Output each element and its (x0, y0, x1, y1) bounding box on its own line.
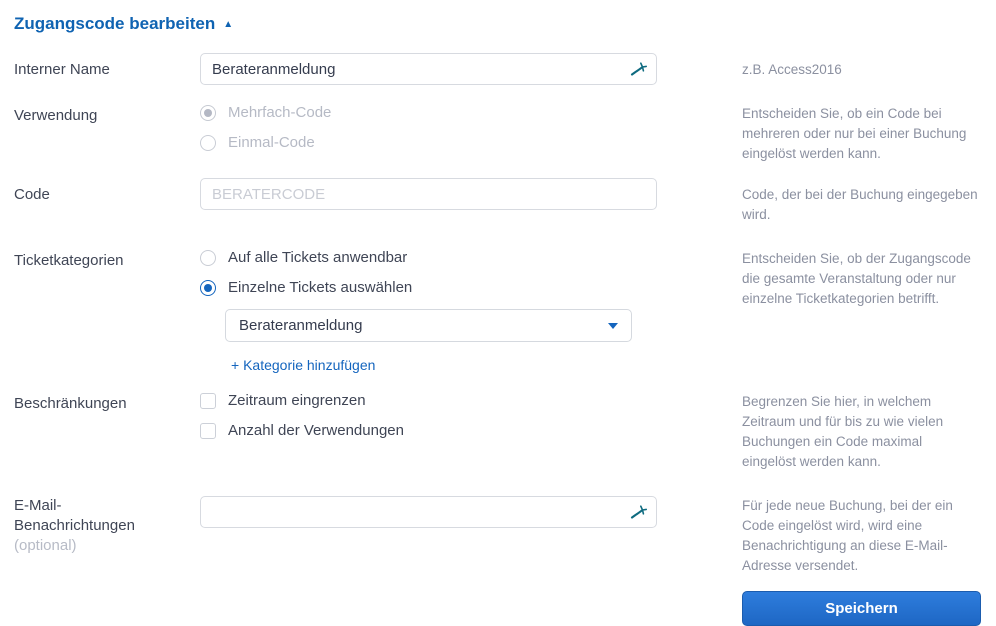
row-restrictions (14, 392, 981, 472)
radio-selected-disabled-icon (200, 105, 216, 121)
hint-email-notifications: Für jede neue Buchung, bei der ein Code eingelöst wird, wird eine Benachrichtigung an diese E-Mail-Adresse versendet. (742, 498, 953, 573)
dropdown-selected-value: Berateranmeldung (239, 317, 363, 334)
collapse-icon: ▲ (223, 19, 234, 30)
checkbox-option-label: Anzahl der Verwendungen (228, 422, 404, 439)
internal-name-input-wrap (200, 53, 657, 85)
hint-internal-name: z.B. Access2016 (742, 62, 842, 77)
page-title: Zugangscode bearbeiten (14, 14, 216, 33)
radio-unselected-icon (200, 250, 216, 266)
chevron-down-icon (608, 323, 618, 329)
hint-ticket-categories: Entscheiden Sie, ob der Zugangscode die gesamte Veranstaltung oder nur einzelne Ticketkategorien betrifft. (742, 251, 971, 306)
radio-option-label: Einzelne Tickets auswählen (228, 279, 413, 296)
internal-name-input[interactable] (200, 53, 657, 85)
radio-option-label: Mehrfach-Code (228, 104, 332, 121)
radio-option-select-tickets[interactable] (200, 279, 742, 296)
row-code (14, 178, 981, 225)
code-input-wrap (200, 178, 657, 210)
radio-unselected-disabled-icon (200, 135, 216, 151)
field-label-email-notifications (14, 496, 164, 556)
field-label-code: Code (14, 186, 50, 203)
autofill-extension-icon[interactable] (630, 504, 648, 520)
email-control (200, 496, 742, 528)
email-input-wrap (200, 496, 657, 528)
save-button[interactable]: Speichern (742, 591, 981, 626)
code-input[interactable] (200, 178, 657, 210)
checkbox-option-period[interactable] (200, 392, 742, 409)
email-hint-and-actions (742, 496, 981, 626)
field-label-usage: Verwendung (14, 107, 98, 124)
optional-note: (optional) (14, 537, 77, 554)
internal-name-control (200, 53, 742, 85)
radio-option-mehrfach-code (200, 104, 742, 121)
add-category-link[interactable]: + Kategorie hinzufügen (231, 357, 376, 373)
usage-control (200, 104, 742, 151)
restrictions-control (200, 392, 742, 439)
row-internal-name (14, 53, 981, 85)
row-usage (14, 104, 981, 164)
ticket-categories-control (200, 249, 742, 375)
checkbox-option-usage-count[interactable] (200, 422, 742, 439)
radio-option-all-tickets[interactable] (200, 249, 742, 266)
hint-code: Code, der bei der Buchung eingegeben wird. (742, 187, 978, 222)
field-label-ticket-categories: Ticketkategorien (14, 252, 124, 269)
row-ticket-categories (14, 249, 981, 375)
code-control (200, 178, 742, 210)
section-header-toggle[interactable] (14, 14, 233, 34)
radio-selected-icon (200, 280, 216, 296)
radio-option-einmal-code (200, 134, 742, 151)
checkbox-option-label: Zeitraum eingrenzen (228, 392, 366, 409)
autofill-extension-icon[interactable] (630, 61, 648, 77)
radio-option-label: Auf alle Tickets anwendbar (228, 249, 408, 266)
email-label-text: E-Mail-Benachrichtungen (14, 497, 135, 534)
field-label-restrictions: Beschränkungen (14, 395, 127, 412)
hint-usage: Entscheiden Sie, ob ein Code bei mehreren oder nur bei einer Buchung eingelöst werden kann. (742, 106, 967, 161)
email-input[interactable] (200, 496, 657, 528)
checkbox-unchecked-icon (200, 393, 216, 409)
radio-option-label: Einmal-Code (228, 134, 315, 151)
field-label-internal-name: Interner Name (14, 61, 110, 78)
row-email-notifications (14, 496, 981, 626)
ticket-category-dropdown[interactable] (225, 309, 632, 342)
hint-restrictions: Begrenzen Sie hier, in welchem Zeitraum und für bis zu wie vielen Buchungen ein Code maximal eingelöst werden kann. (742, 394, 944, 469)
checkbox-unchecked-icon (200, 423, 216, 439)
